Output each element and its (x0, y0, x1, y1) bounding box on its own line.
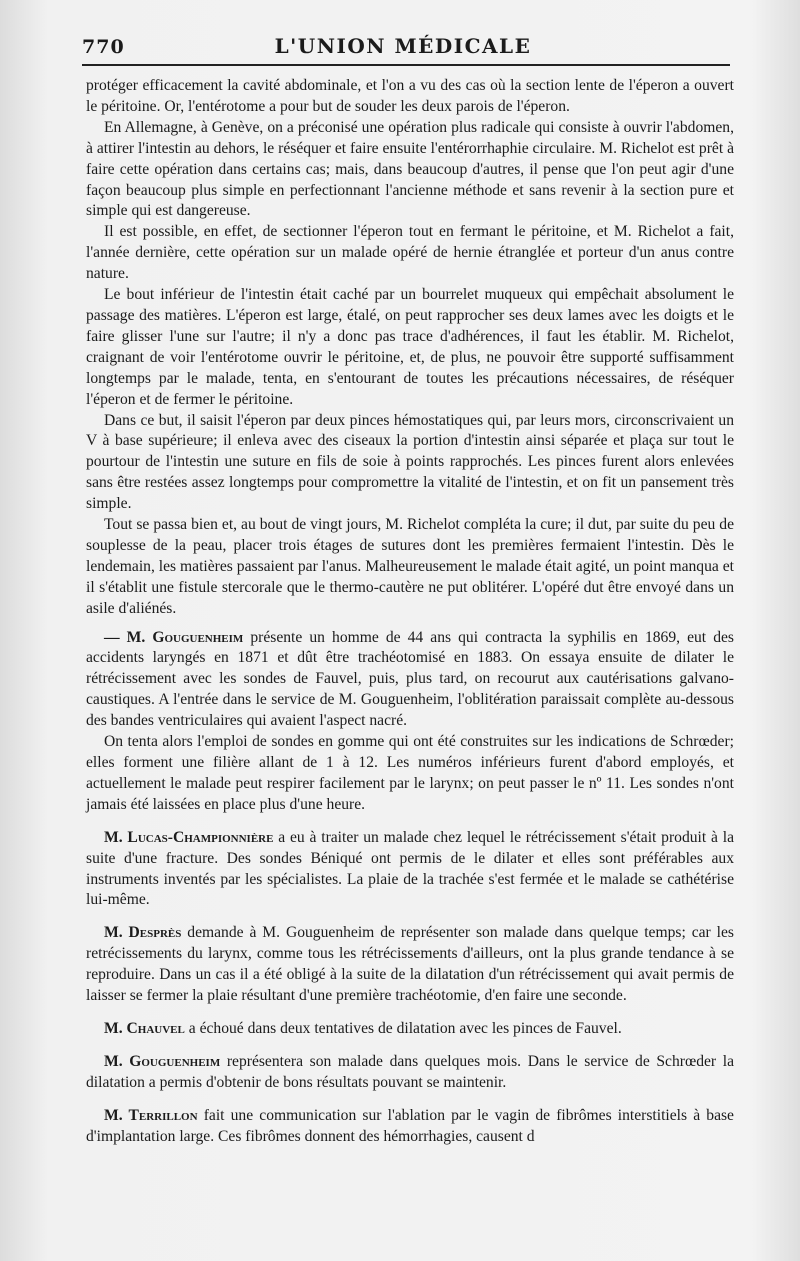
speaker-name: M. Gouguenheim (104, 1052, 221, 1070)
paragraph: M. Gouguenheim représentera son malade dans quelques mois. Dans le service de Schrœder la dilatation a permis d'obtenir de bons résultats pouvant se maintenir. (86, 1052, 734, 1091)
speaker-name: M. Chauvel (104, 1019, 185, 1037)
paragraph: Il est possible, en effet, de sectionner l'éperon tout en fermant le péritoine, et M. Richelot a fait, l'année dernière, cette opération sur un malade opéré de hernie étranglée et porteur d'un anus contre nature. (86, 223, 734, 283)
article-body (86, 76, 734, 1148)
paragraph: M. Terrillon fait une communication sur l'ablation par le vagin de fibrômes interstitiels à base d'implantation large. Ces fibrômes donnent des hémorrhagies, causent d (86, 1106, 734, 1145)
speaker-name: M. Lucas-Championnière (104, 828, 274, 846)
paragraph: Le bout inférieur de l'intestin était caché par un bourrelet muqueux qui empêchait absolument le passage des matières. L'éperon est large, étalé, on peut rapprocher ses deux lames avec les doigts et le faire glisser l'une sur l'autre; il n'y a donc pas trace d'adhérences, il faut les établir. M. Richelot, craignant de voir l'entérotome ouvrir le péritoine, et, de plus, ne pouvoir être supporté suffisamment longtemps par le malade, tenta, en s'entourant de toutes les précautions nécessaires, de réséquer l'éperon et de fermer le péritoine. (86, 286, 734, 408)
paragraph: En Allemagne, à Genève, on a préconisé une opération plus radicale qui consiste à ouvrir l'abdomen, à attirer l'intestin au dehors, le réséquer et faire ensuite l'entérorrhaphie circulaire. M. Richelot est prêt à faire cette opération dans certains cas; mais, dans beaucoup d'autres, il pense que l'on peut agir d'une façon beaucoup plus simple en perfectionnant l'ancienne méthode et sans revenir à la section pure et simple qui est dangereuse. (86, 118, 734, 220)
paragraph: M. Desprès demande à M. Gouguenheim de représenter son malade dans quelque temps; car les retrécissements du larynx, comme tous les rétrécissements d'ailleurs, ont la plus grande tendance à se reproduire. Dans un cas il a été obligé à la suite de la dilatation d'un rétrécissement qui avait permis de laisser se fermer la plaie résultant d'une première trachéotomie, d'en faire une seconde. (86, 924, 734, 1005)
speaker-name: M. Terrillon (104, 1106, 198, 1124)
speaker-name: M. Desprès (104, 924, 182, 942)
speaker-name: — M. Gouguenheim (104, 628, 244, 646)
paragraph: — M. Gouguenheim présente un homme de 44 ans qui contracta la syphilis en 1869, eut des accidents laryngés en 1871 et dût être trachéotomisé en 1883. On essaya ensuite de dilater le rétrécissement avec les sondes de Fauvel, puis, plus tard, on recourut aux cautérisations galvano-caustiques. A l'entrée dans le service de M. Gouguenheim, l'oblitération paraissait complète au-dessous des bandes ventriculaires qui avaient l'aspect nacré. (86, 628, 734, 730)
page-header (78, 30, 728, 64)
paragraph: Tout se passa bien et, au bout de vingt jours, M. Richelot compléta la cure; il dut, par suite du peu de souplesse de la peau, placer trois étages de sutures dont les premières fermaient l'intestin. Dès le lendemain, les matières passaient par l'anus. Malheureusement le malade était agité, un point manqua et il s'établit une fistule stercorale que le thermo-cautère ne put oblitérer. L'opéré dut être envoyé dans un asile d'aliénés. (86, 516, 734, 617)
header-rule (82, 64, 730, 66)
running-title: L'UNION MÉDICALE (274, 34, 532, 58)
paragraph: protéger efficacement la cavité abdominale, et l'on a vu des cas où la section lente de l'éperon a ouvert le péritoine. Or, l'entérotome a pour but de souder les deux parois de l'éperon. (86, 77, 734, 115)
paragraph: M. Chauvel a échoué dans deux tentatives de dilatation avec les pinces de Fauvel. (104, 1019, 622, 1037)
page-number: 770 (82, 36, 125, 58)
paragraph: Dans ce but, il saisit l'éperon par deux pinces hémostatiques qui, par leurs mors, circonscrivaient un V à base supérieure; il enleva avec des ciseaux la portion d'intestin ainsi séparée et plaça sur tout le pourtour de l'intestin une suture en fils de soie à points rapprochés. Les pinces furent alors enlevées sans être restées assez longtemps pour compromettre la vitalité de l'intestin, et on fit un pansement très simple. (86, 411, 734, 513)
paragraph: M. Lucas-Championnière a eu à traiter un malade chez lequel le rétrécissement s'était produit à la suite d'une fracture. Des sondes Béniqué ont permis de le dilater et elles sont préférables aux instruments inventés par les spécialistes. La plaie de la trachée s'est fermée et le malade se cathétérise lui-même. (86, 828, 734, 909)
paragraph: On tenta alors l'emploi de sondes en gomme qui ont été construites sur les indications de Schrœder; elles forment une filière allant de 1 à 12. Les numéros inférieurs furent d'abord employés, et actuellement le malade peut respirer facilement par le larynx; on peut passer le nº 11. Les sondes n'ont jamais été laissées en place plus d'une heure. (86, 733, 734, 813)
